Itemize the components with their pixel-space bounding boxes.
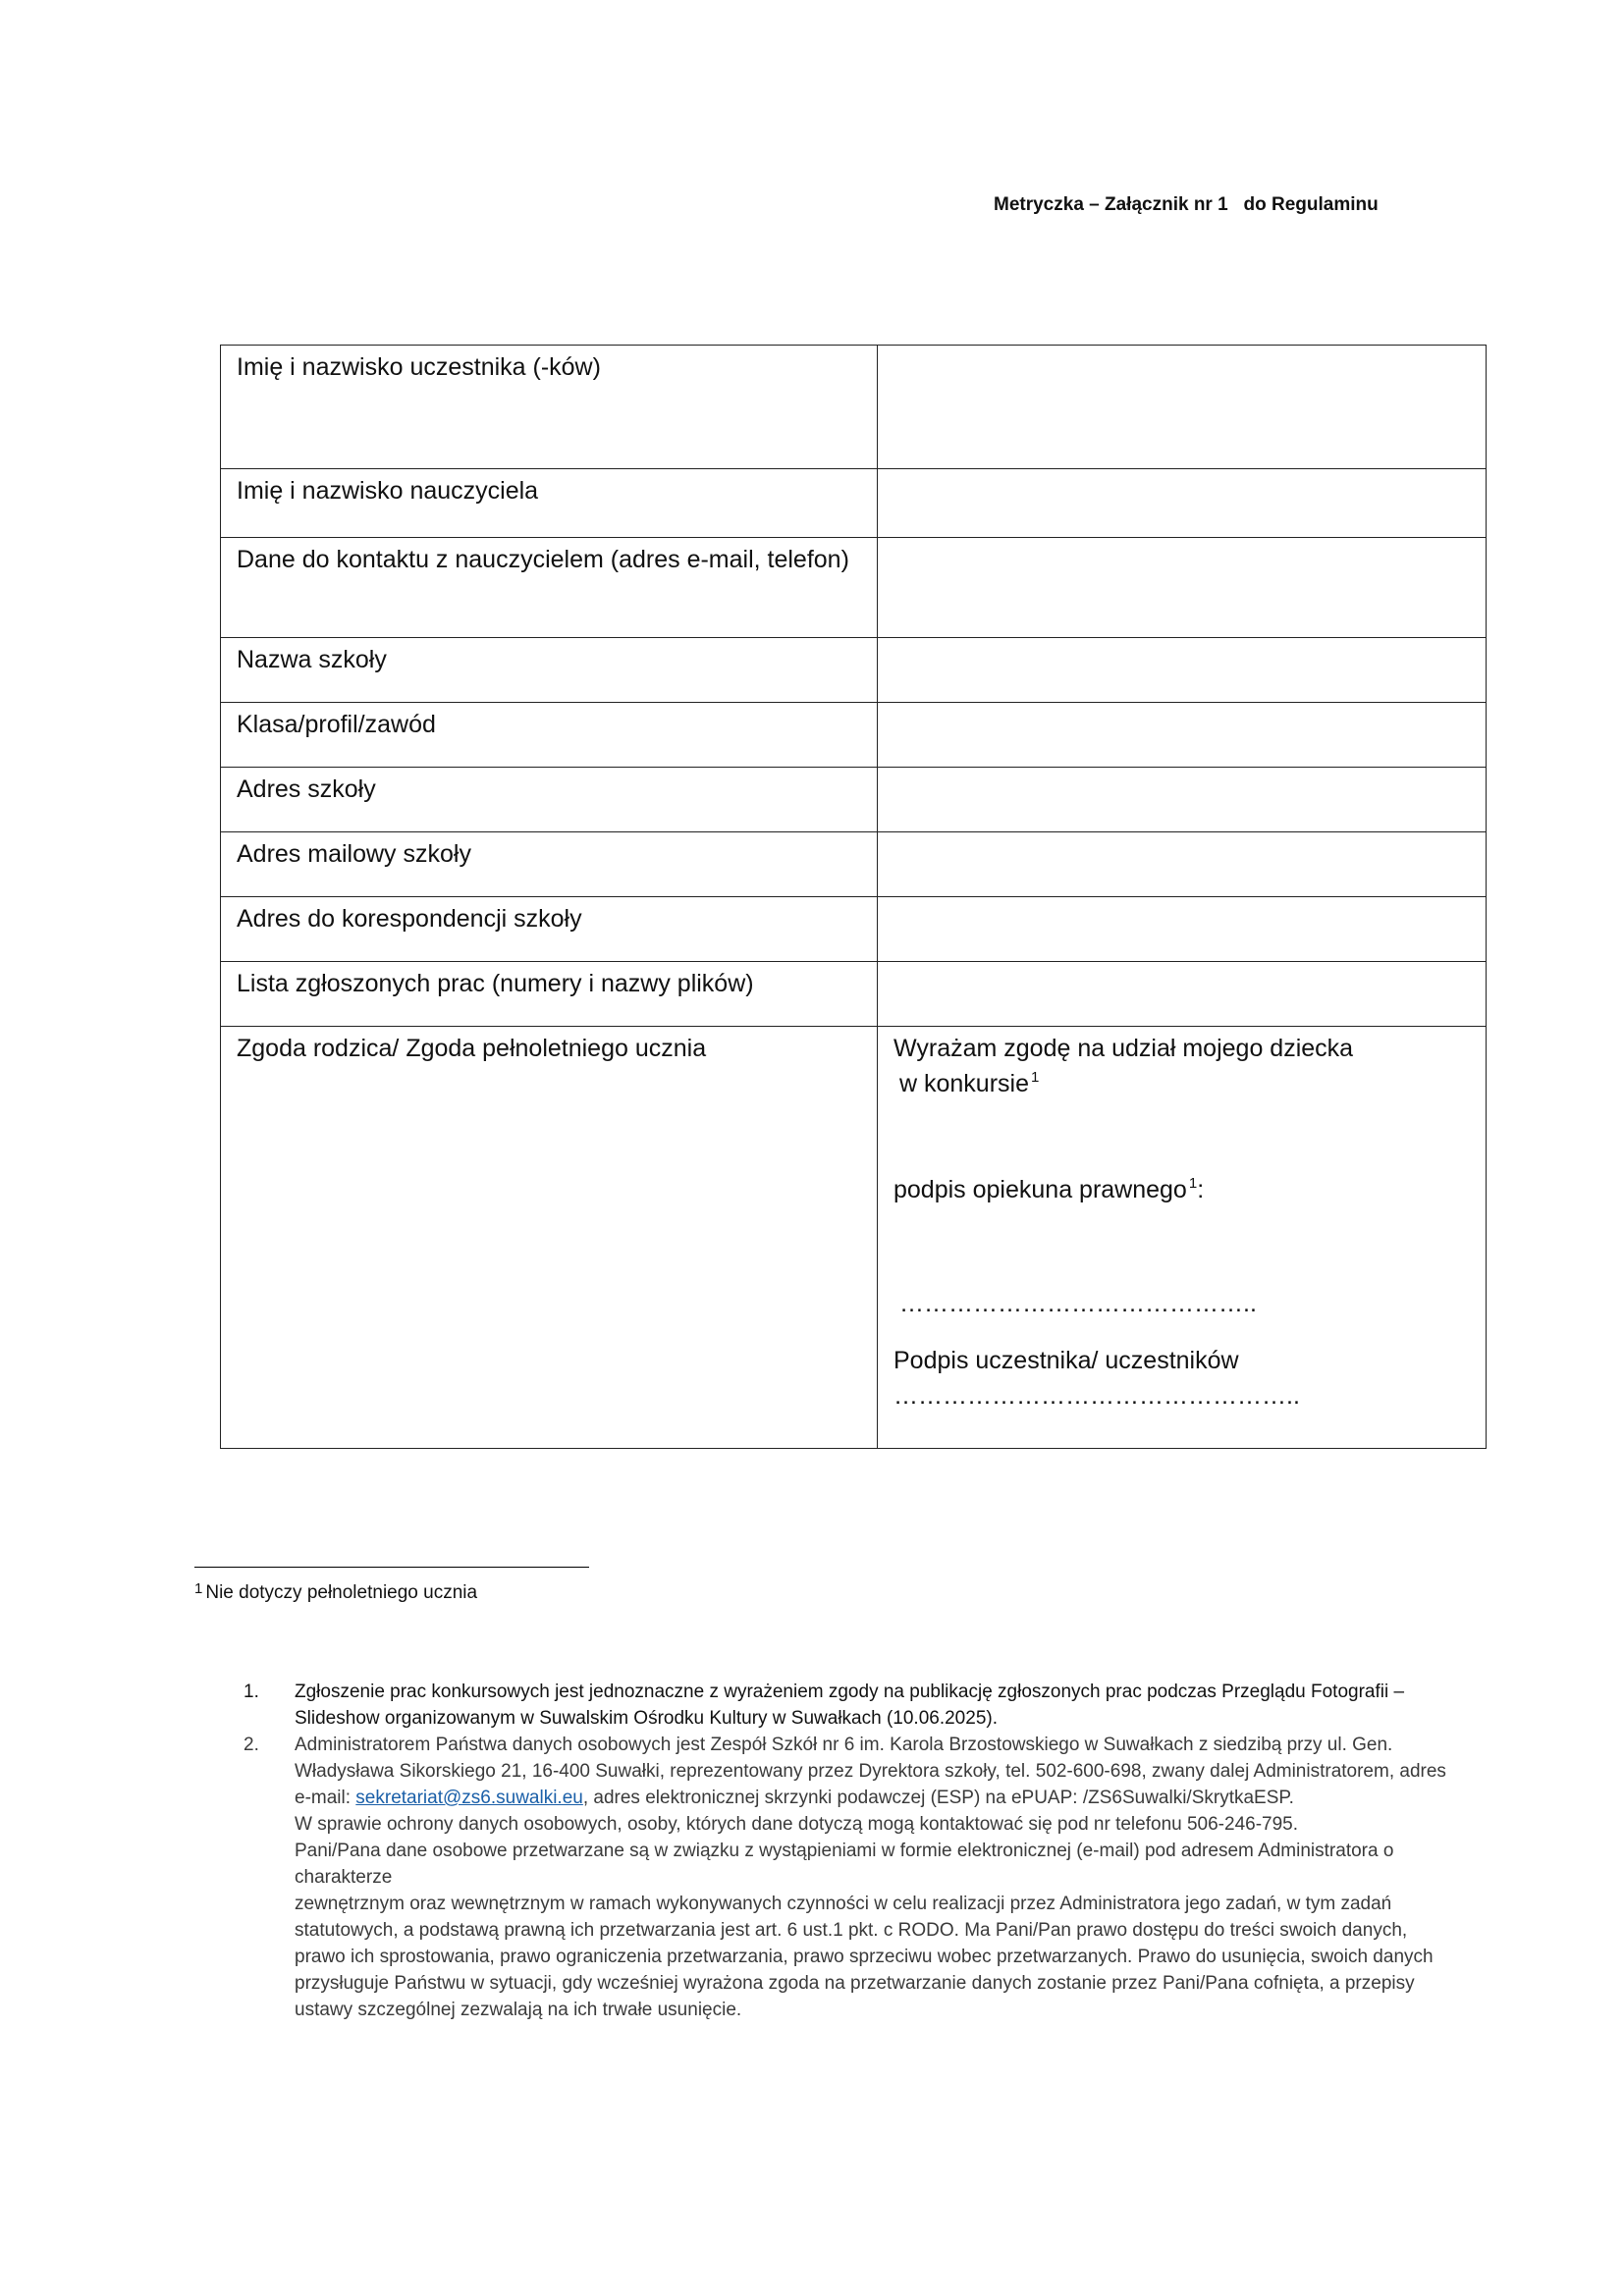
form-row-consent (221, 1027, 1487, 1449)
footnote-separator (194, 1567, 589, 1568)
form-row-teacher-contact (221, 538, 1487, 638)
document-header: Metryczka – Załącznik nr 1 do Regulaminu (994, 194, 1379, 215)
footnote-marker: 1 (1188, 1175, 1198, 1192)
form-row-label: Nazwa szkoły (221, 638, 878, 703)
list-item-number: 1. (244, 1682, 259, 1702)
participant-signature-line[interactable]: ………………………………………….. (893, 1382, 1300, 1410)
form-row-submitted-works (221, 962, 1487, 1027)
form-row-label: Adres szkoły (221, 768, 878, 832)
form-row-label: Dane do kontaktu z nauczycielem (adres e-mail, telefon) (221, 538, 878, 638)
form-row-teacher-name (221, 469, 1487, 538)
list-item (244, 1679, 1451, 1732)
teacher-name-field[interactable] (878, 469, 1487, 538)
guardian-signature-line[interactable]: …………………………………….. (899, 1290, 1257, 1317)
form-row-label: Imię i nazwisko uczestnika (-ków) (221, 346, 878, 469)
notes-list (244, 1679, 1451, 2023)
gdpr-processing-text: Pani/Pana dane osobowe przetwarzane są w związku z wystąpieniami w formie elektronicznej (e-mail) pod adresem Administratora o charakterze (295, 1841, 1394, 1888)
correspondence-address-field[interactable] (878, 897, 1487, 962)
form-row-school-address (221, 768, 1487, 832)
gdpr-rights-text: zewnętrznym oraz wewnętrznym w ramach wykonywanych czynności w celu realizacji przez Administratora jego zadań, w tym zadań statutowych, a podstawą prawną ich przetwarzania jest art. 6 ust.1 pkt. c RODO. Ma Pani/Pan prawo dostępu do treści swoich danych, prawo ich sprostowania, prawo ograniczenia przetwarzania, prawo sprzeciwu wobec przetwarzanych. Prawo do usunięcia, swoich danych przysługuje Państwu w sytuacji, gdy wcześniej wyrażona zgoda na przetwarzanie danych zostanie przez Pani/Pana cofnięta, a przepisy ustawy szczególnej zezwalają na ich trwałe usunięcie. (295, 1894, 1434, 2020)
gdpr-administrator-text: Administratorem Państwa danych osobowych jest Zespół Szkół nr 6 im. Karola Brzostowskiego w Suwałkach z siedzibą przy ul. Gen. Władysława Sikorskiego 21, 16-400 Suwałki, reprezentowany przez Dyrektora szkoły, tel. 502-600-698, zwany dalej Administratorem, adres e-mail: sekretariat@zs6.suwalki.eu, adres elektronicznej skrzynki podawczej (ESP) na ePUAP: /ZS6Suwalki/SkrytkaESP. (295, 1735, 1446, 1808)
form-row-label: Zgoda rodzica/ Zgoda pełnoletniego ucznia (221, 1027, 878, 1449)
submitted-works-field[interactable] (878, 962, 1487, 1027)
gdpr-contact-text: W sprawie ochrony danych osobowych, osoby, których dane dotyczą mogą kontaktować się pod nr telefonu 506-246-795. (295, 1814, 1299, 1835)
form-row-label: Adres mailowy szkoły (221, 832, 878, 897)
participant-signature-label: Podpis uczestnika/ uczestników (893, 1347, 1239, 1374)
form-row-correspondence-address (221, 897, 1487, 962)
list-item (244, 1732, 1451, 2023)
footnote-text: Nie dotyczy pełnoletniego ucznia (205, 1582, 478, 1603)
class-field[interactable] (878, 703, 1487, 768)
consent-field[interactable] (878, 1027, 1487, 1449)
publication-consent-text: Zgłoszenie prac konkursowych jest jednoznaczne z wyrażeniem zgody na publikację zgłoszonych prac podczas Przeglądu Fotografii – Slideshow organizowanym w Suwalskim Ośrodku Kultury w Suwałkach (10.06.2025). (295, 1682, 1405, 1729)
school-name-field[interactable] (878, 638, 1487, 703)
participant-name-field[interactable] (878, 346, 1487, 469)
form-row-label: Lista zgłoszonych prac (numery i nazwy plików) (221, 962, 878, 1027)
registration-form-table (220, 345, 1487, 1449)
footnote (194, 1580, 477, 1606)
teacher-contact-field[interactable] (878, 538, 1487, 638)
list-item-number: 2. (244, 1735, 259, 1755)
form-row-school-name (221, 638, 1487, 703)
form-row-label: Klasa/profil/zawód (221, 703, 878, 768)
school-email-field[interactable] (878, 832, 1487, 897)
school-address-field[interactable] (878, 768, 1487, 832)
form-row-participant-name (221, 346, 1487, 469)
form-row-label: Imię i nazwisko nauczyciela (221, 469, 878, 538)
form-row-school-email (221, 832, 1487, 897)
form-row-label: Adres do korespondencji szkoły (221, 897, 878, 962)
consent-statement-cont: w konkursie $^1$ (899, 1069, 1040, 1097)
form-row-class (221, 703, 1487, 768)
guardian-signature-label: podpis opiekuna prawnego $^1$: (893, 1175, 1205, 1203)
administrator-email-link[interactable]: sekretariat@zs6.suwalki.eu (355, 1788, 583, 1808)
footnote-marker: 1 (194, 1580, 203, 1597)
consent-statement: Wyrażam zgodę na udział mojego dziecka (893, 1035, 1354, 1062)
footnote-marker: 1 (1031, 1069, 1040, 1086)
